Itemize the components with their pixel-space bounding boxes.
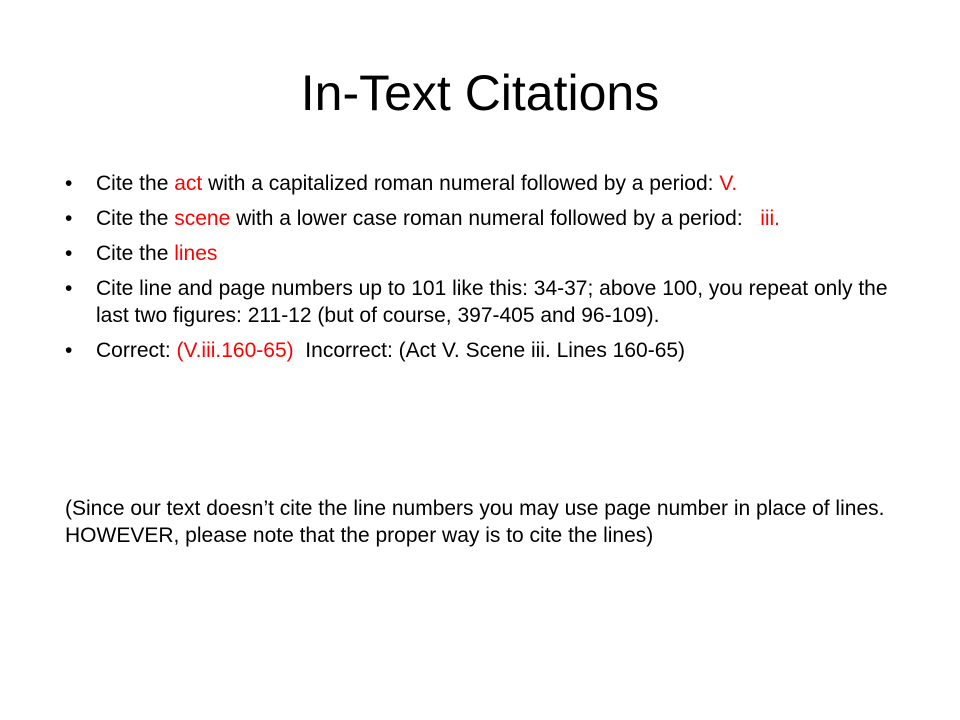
bullet-numbers <box>65 275 910 329</box>
bullet-dot-icon: • <box>65 207 73 230</box>
highlight-scene: scene <box>174 207 231 230</box>
slide-title: In-Text Citations <box>300 65 660 121</box>
bullet-text: Cite the <box>96 242 175 265</box>
bullet-text: Correct: <box>96 339 177 362</box>
bullet-act <box>65 170 910 197</box>
bullet-dot-icon: • <box>65 277 73 300</box>
bullet-dot-icon: • <box>65 242 73 265</box>
bullet-text: with a lower case roman numeral followed by a period: <box>230 207 761 230</box>
bullet-dot-icon: • <box>65 172 73 195</box>
note-paragraph: (Since our text doesn’t cite the line numbers you may use page number in place of lines. HOWEVER, please note that the proper way is to cite the lines) <box>65 497 885 547</box>
bullet-list <box>65 170 910 372</box>
bullet-lines <box>65 240 910 267</box>
bullet-text: with a capitalized roman numeral followed by a period: <box>202 172 720 195</box>
highlight-scene-example: iii. <box>760 207 781 230</box>
bullet-text: Cite the <box>96 207 175 230</box>
bullet-text: Cite the <box>96 172 175 195</box>
highlight-lines: lines <box>174 242 218 265</box>
highlight-act-example: V. <box>719 172 738 195</box>
bullet-scene <box>65 205 910 232</box>
bullet-text: Cite line and page numbers up to 101 like this: 34-37; above 100, you repeat only the last two figures: 211-12 (but of course, 397-405 and 96-109). <box>96 277 888 327</box>
highlight-correct-example: (V.iii.160-65) <box>176 339 294 362</box>
bullet-dot-icon: • <box>65 339 73 362</box>
bullet-correct-incorrect <box>65 337 910 364</box>
bullet-text: Incorrect: (Act V. Scene iii. Lines 160-65) <box>293 339 686 362</box>
highlight-act: act <box>174 172 203 195</box>
